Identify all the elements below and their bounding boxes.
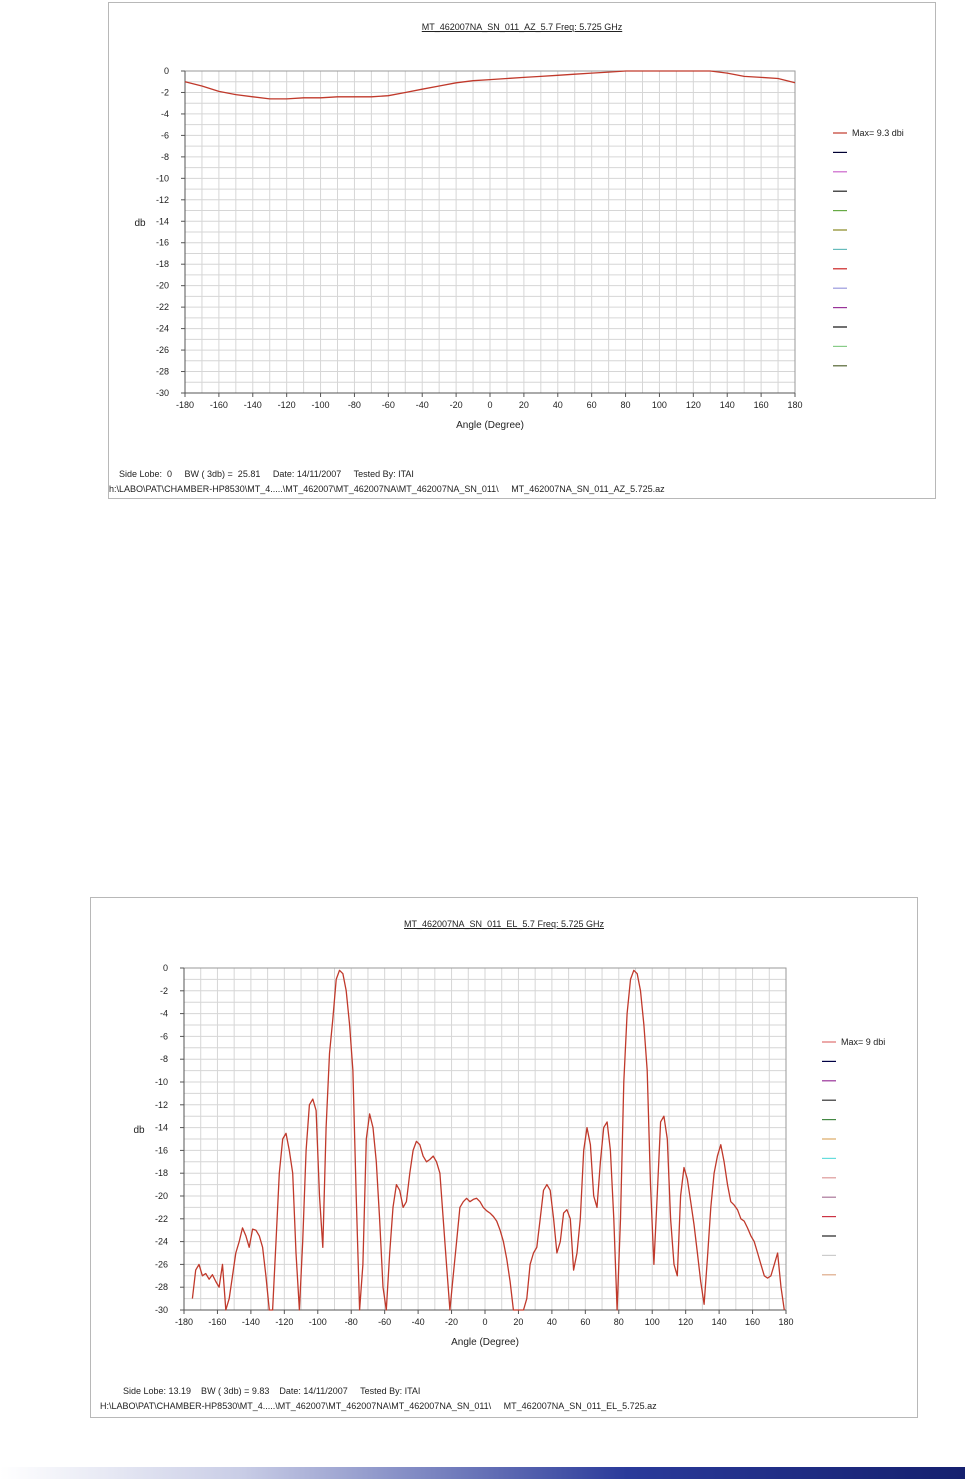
- y-tick-label: -2: [160, 87, 169, 98]
- x-tick-label: 160: [753, 400, 769, 410]
- x-tick-label: 180: [787, 400, 803, 410]
- y-tick-label: 0: [162, 963, 168, 973]
- y-tick-label: -12: [155, 194, 169, 205]
- y-tick-label: -24: [154, 1236, 168, 1247]
- y-tick-label: -20: [155, 280, 169, 291]
- y-tick-label: -18: [155, 259, 169, 270]
- x-tick-label: 20: [518, 400, 529, 410]
- chart-footer-path: h:\LABO\PAT\CHAMBER-HP8530\MT_4.....\MT_462007\MT_462007NA\MT_462007NA_SN_011\ MT_462007NA_SN_011_AZ_5.725.az: [109, 484, 665, 494]
- y-tick-label: -10: [155, 173, 169, 184]
- x-tick-label: -40: [415, 400, 429, 410]
- x-tick-label: 80: [620, 400, 631, 410]
- azimuth-chart-plot: [109, 3, 937, 500]
- x-tick-label: -160: [209, 400, 228, 410]
- x-tick-label: 100: [644, 1317, 660, 1327]
- x-tick-label: 160: [745, 1317, 761, 1327]
- y-tick-label: -16: [154, 1145, 168, 1156]
- x-tick-label: 140: [711, 1317, 727, 1327]
- x-axis-label: Angle (Degree): [451, 1337, 519, 1348]
- x-axis-label: Angle (Degree): [456, 420, 524, 431]
- elevation-chart-plot: [91, 898, 919, 1419]
- chart-footer-stats: Side Lobe: 0 BW ( 3db) = 25.81 Date: 14/11/2007 Tested By: ITAI: [119, 469, 414, 479]
- x-tick-label: 120: [678, 1317, 694, 1327]
- legend-label: Max= 9.3 dbi: [852, 128, 904, 138]
- y-tick-label: -6: [160, 130, 169, 141]
- grid: [185, 71, 795, 393]
- x-tick-label: 0: [482, 1317, 488, 1327]
- x-tick-label: -60: [381, 400, 395, 410]
- x-tick-label: -140: [241, 1317, 260, 1327]
- page-footer-band: [0, 1467, 965, 1479]
- y-tick-label: -18: [154, 1168, 168, 1179]
- y-tick-label: -26: [154, 1259, 168, 1270]
- y-tick-label: -20: [154, 1191, 168, 1201]
- y-tick-label: -14: [155, 216, 169, 227]
- x-tick-label: -20: [449, 400, 463, 410]
- x-tick-label: -80: [347, 400, 361, 410]
- x-tick-label: 20: [513, 1317, 524, 1327]
- chart-title: MT_462007NA_SN_011_AZ_5.7 Freq: 5.725 GHz: [421, 22, 623, 32]
- x-tick-label: 0: [487, 400, 493, 410]
- x-tick-label: 140: [719, 400, 735, 410]
- x-tick-label: -120: [277, 400, 296, 410]
- y-tick-label: -12: [154, 1099, 168, 1110]
- x-tick-label: -100: [308, 1317, 327, 1327]
- x-tick-label: 80: [613, 1317, 624, 1327]
- x-tick-label: -60: [378, 1317, 392, 1327]
- y-tick-label: -30: [154, 1305, 168, 1315]
- chart-title: MT_462007NA_SN_011_EL_5.7 Freq: 5.725 GHz: [404, 919, 604, 929]
- y-tick-label: -4: [160, 108, 169, 119]
- y-tick-label: -28: [155, 366, 169, 377]
- x-tick-label: -20: [445, 1317, 459, 1327]
- y-tick-label: -28: [154, 1282, 168, 1293]
- y-tick-label: -26: [155, 345, 169, 356]
- y-tick-label: -8: [159, 1054, 168, 1065]
- x-tick-label: -180: [175, 400, 195, 410]
- y-tick-label: -14: [154, 1122, 168, 1133]
- azimuth-chart-panel: [108, 2, 936, 499]
- x-tick-label: -40: [411, 1317, 425, 1327]
- x-tick-label: 60: [586, 400, 597, 410]
- x-tick-label: 180: [778, 1317, 794, 1327]
- y-tick-label: -10: [154, 1077, 168, 1087]
- elevation-chart-panel: [90, 897, 918, 1418]
- y-tick-label: -24: [155, 323, 169, 334]
- x-tick-label: 40: [546, 1317, 557, 1327]
- y-tick-label: -2: [159, 985, 168, 996]
- x-tick-label: 120: [685, 400, 701, 410]
- grid: [184, 968, 786, 1310]
- y-tick-label: 0: [163, 66, 169, 76]
- x-tick-label: -100: [311, 400, 330, 410]
- legend: [822, 1037, 885, 1275]
- x-tick-label: -140: [243, 400, 262, 410]
- x-tick-label: 40: [552, 400, 563, 410]
- y-tick-label: -22: [154, 1213, 168, 1224]
- x-tick-label: 100: [651, 400, 667, 410]
- y-tick-label: -8: [160, 151, 169, 162]
- legend-label: Max= 9 dbi: [841, 1037, 886, 1047]
- y-tick-label: -30: [155, 388, 169, 398]
- y-tick-label: -16: [155, 237, 169, 248]
- x-tick-label: 60: [580, 1317, 591, 1327]
- chart-footer-stats: Side Lobe: 13.19 BW ( 3db) = 9.83 Date: 14/11/2007 Tested By: ITAI: [123, 1386, 421, 1396]
- y-tick-label: -4: [159, 1008, 168, 1019]
- legend: [833, 128, 904, 366]
- x-tick-label: -120: [275, 1317, 294, 1327]
- y-tick-label: -22: [155, 302, 169, 313]
- y-axis-label: db: [133, 1125, 145, 1136]
- y-tick-label: -6: [159, 1031, 168, 1042]
- x-tick-label: -160: [208, 1317, 227, 1327]
- chart-footer-path: H:\LABO\PAT\CHAMBER-HP8530\MT_4.....\MT_462007\MT_462007NA\MT_462007NA_SN_011\ MT_462007NA_SN_011_EL_5.725.az: [100, 1401, 657, 1411]
- y-axis-label: db: [134, 218, 146, 229]
- x-tick-label: -180: [174, 1317, 194, 1327]
- series-line: [192, 970, 784, 1310]
- x-tick-label: -80: [344, 1317, 358, 1327]
